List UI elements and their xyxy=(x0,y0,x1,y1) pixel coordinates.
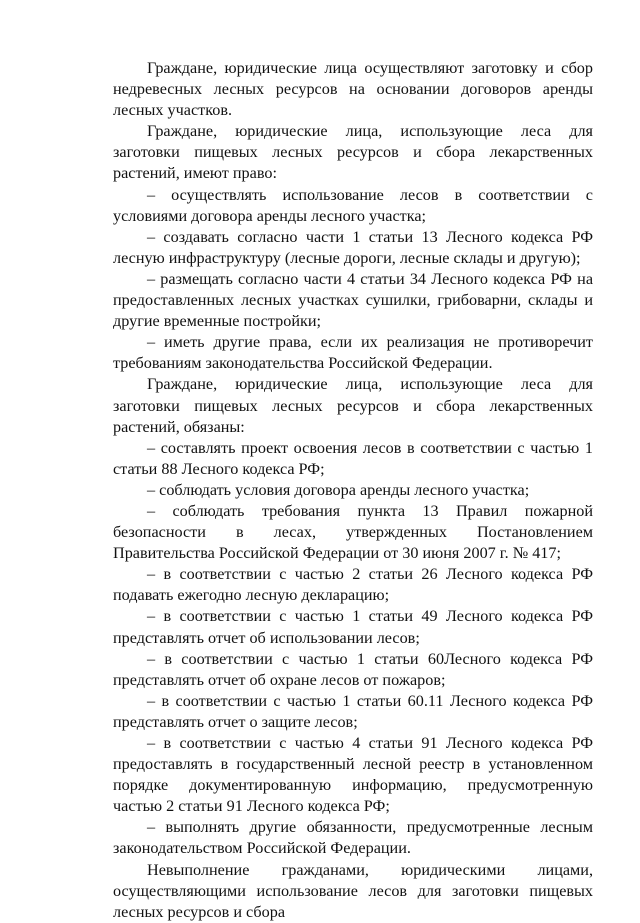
list-item: – составлять проект освоения лесов в соответствии с частью 1 статьи 88 Лесного кодекса РФ; xyxy=(113,438,593,478)
paragraph: Граждане, юридические лица, использующие леса для заготовки пищевых лесных ресурсов и сбора лекарственных растений, обязаны: xyxy=(113,375,593,436)
list-item: – осуществлять использование лесов в соответствии с условиями договора аренды лесного участка; xyxy=(113,185,593,225)
list-item: – в соответствии с частью 4 статьи 91 Лесного кодекса РФ предоставлять в государственный лесной реестр в установленном порядке документированную информацию, предусмотренную частью 2 статьи 91 Лесного кодекса РФ; xyxy=(113,734,593,816)
list-item: – размещать согласно части 4 статьи 34 Лесного кодекса РФ на предоставленных лесных участках сушилки, грибоварни, склады и другие временные постройки; xyxy=(113,269,593,331)
document-body xyxy=(113,58,593,923)
list-item: – в соответствии с частью 1 статьи 60.11 Лесного кодекса РФ представлять отчет о защите лесов; xyxy=(113,691,593,731)
paragraph: Невыполнение гражданами, юридическими лицами, осуществляющими использование лесов для заготовки пищевых лесных ресурсов и сбора xyxy=(113,860,593,921)
paragraph: Граждане, юридические лица осуществляют заготовку и сбор недревесных лесных ресурсов на основании договоров аренды лесных участков. xyxy=(113,59,593,120)
list-item: – иметь другие права, если их реализация не противоречит требованиям законодательства Российской Федерации. xyxy=(113,333,593,373)
list-item: – в соответствии с частью 1 статьи 60Лесного кодекса РФ представлять отчет об охране лесов от пожаров; xyxy=(113,649,593,689)
list-item: – соблюдать требования пункта 13 Правил пожарной безопасности в лесах, утвержденных Постановлением Правительства Российской Федерации от 30 июня 2007 г. № 417; xyxy=(113,501,593,563)
list-item: – создавать согласно части 1 статьи 13 Лесного кодекса РФ лесную инфраструктуру (лесные дороги, лесные склады и другую); xyxy=(113,227,593,267)
list-item: – соблюдать условия договора аренды лесного участка; xyxy=(147,480,530,499)
paragraph: Граждане, юридические лица, использующие леса для заготовки пищевых лесных ресурсов и сбора лекарственных растений, имеют право: xyxy=(113,122,593,183)
list-item: – выполнять другие обязанности, предусмотренные лесным законодательством Российской Федерации. xyxy=(113,818,593,858)
list-item: – в соответствии с частью 1 статьи 49 Лесного кодекса РФ представлять отчет об использовании лесов; xyxy=(113,607,593,647)
list-item: – в соответствии с частью 2 статьи 26 Лесного кодекса РФ подавать ежегодно лесную декларацию; xyxy=(113,565,593,605)
